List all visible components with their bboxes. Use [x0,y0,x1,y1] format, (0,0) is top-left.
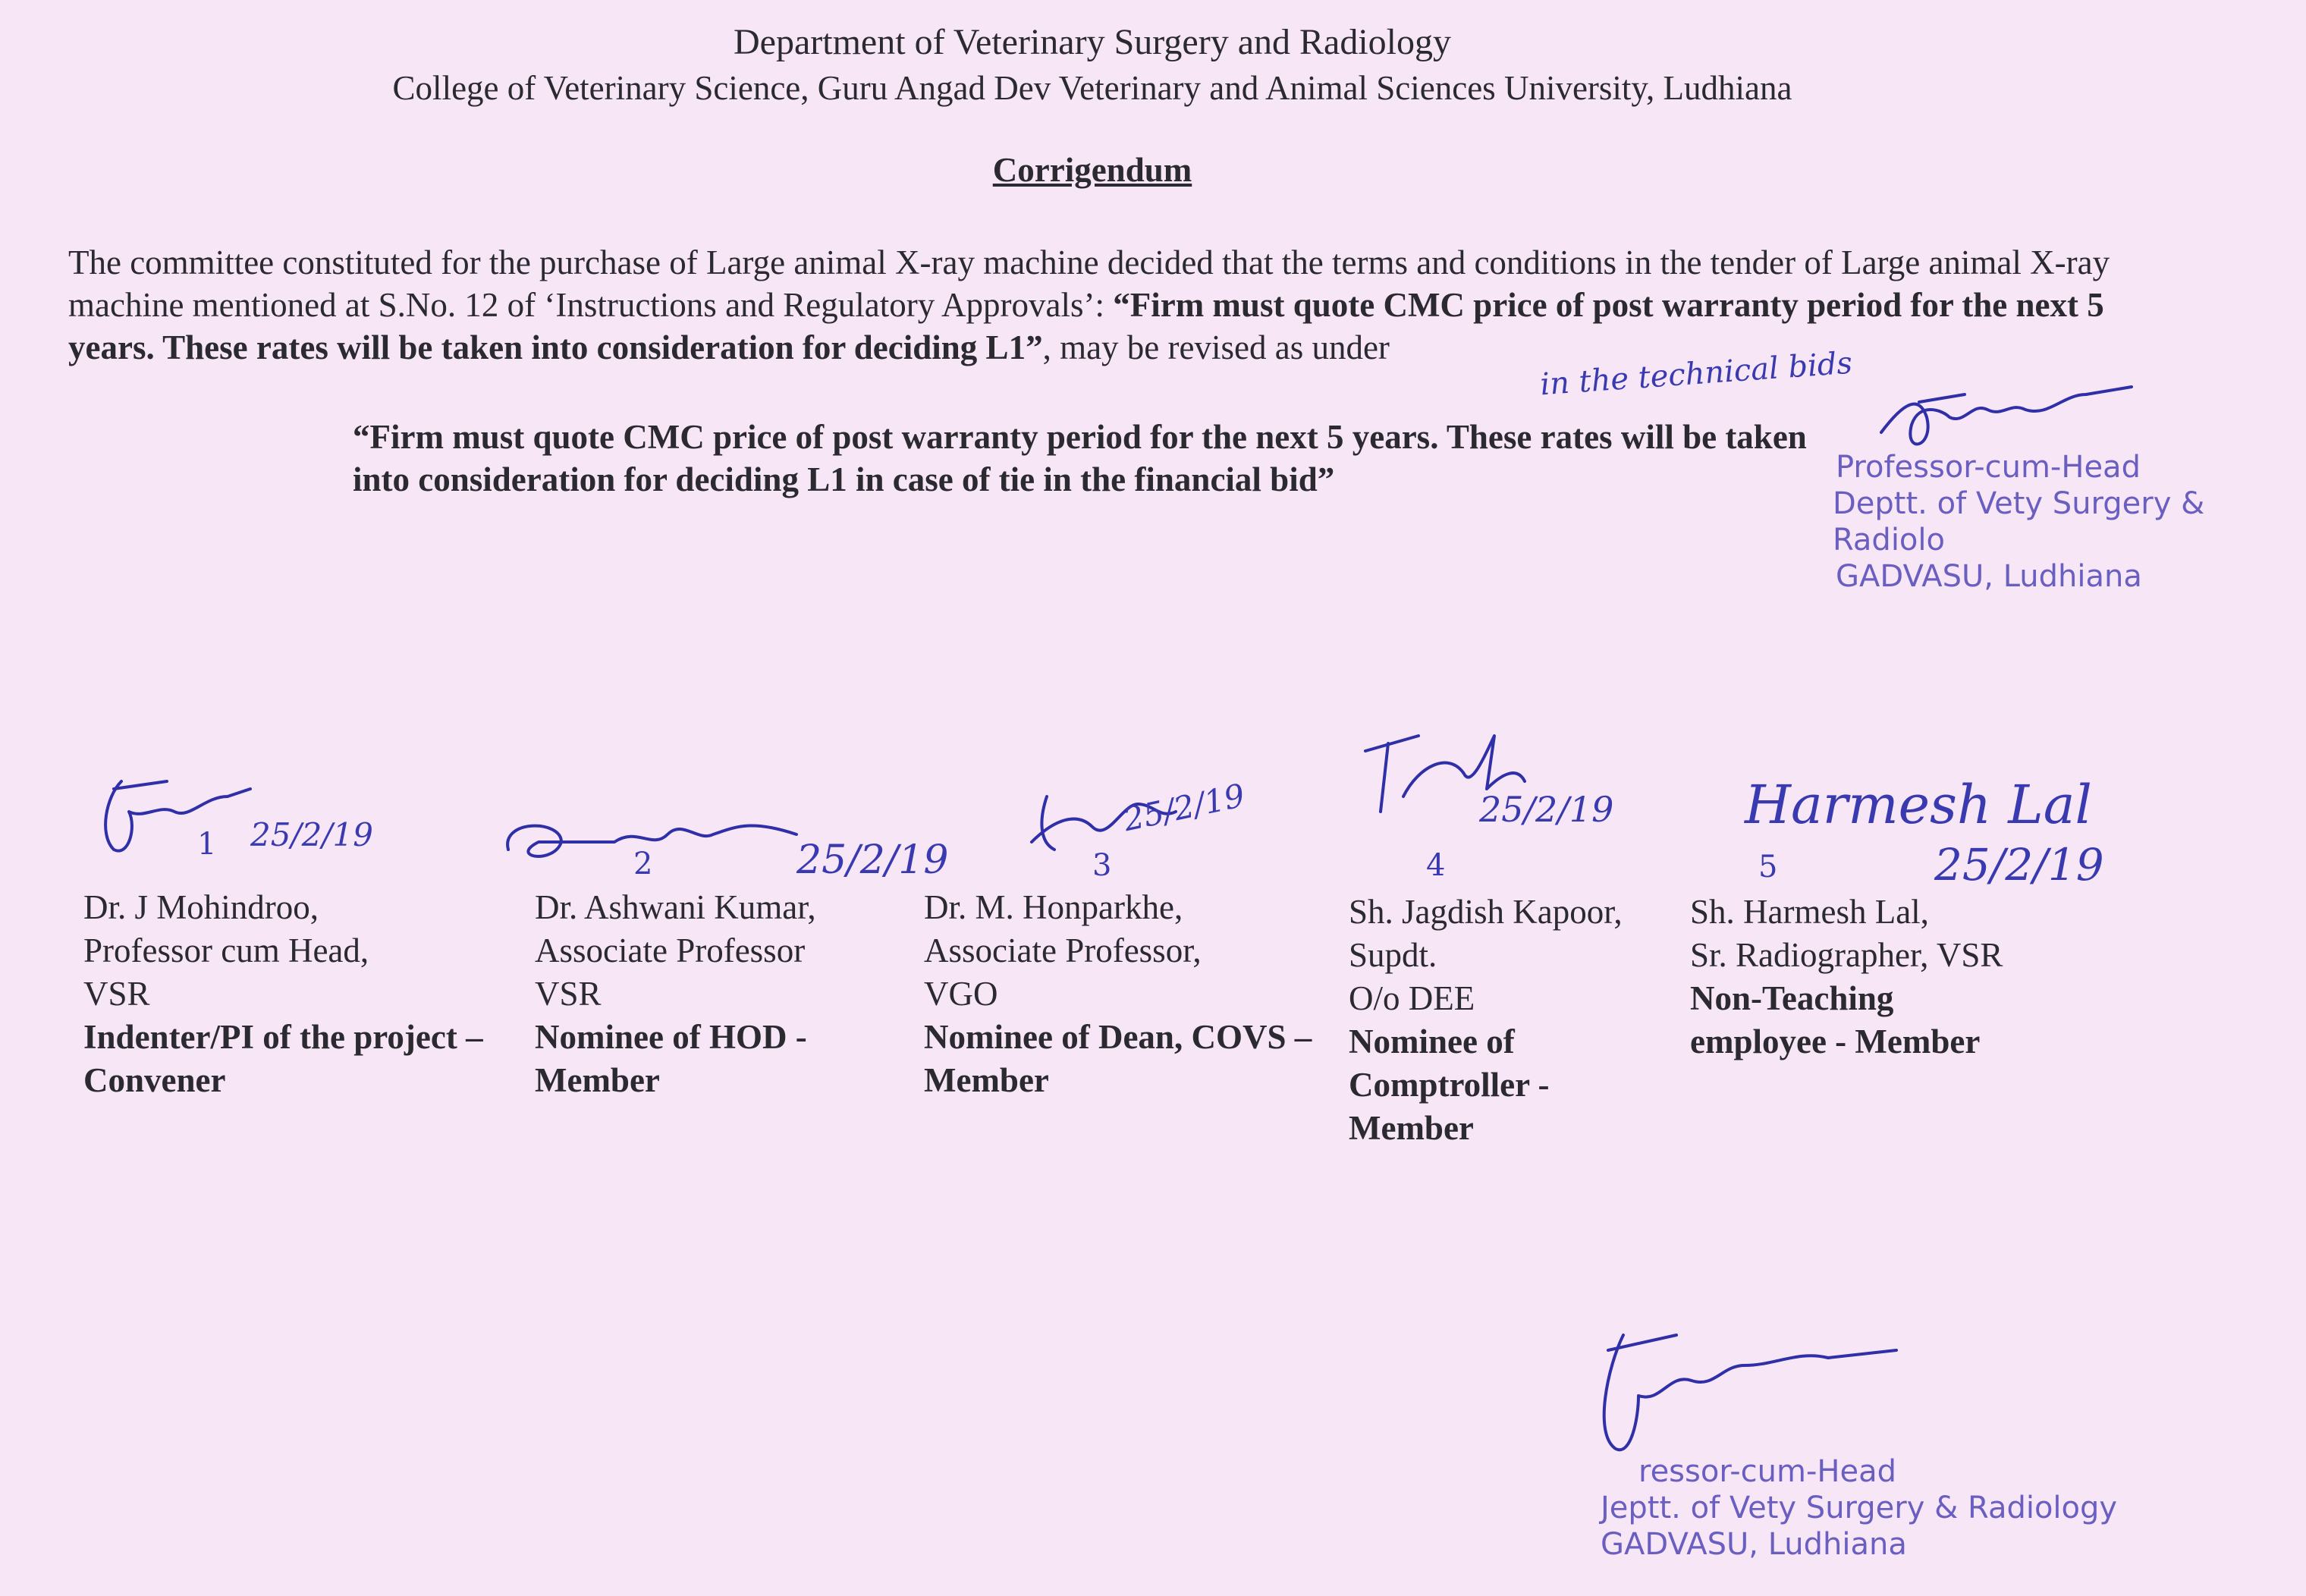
member-5-name: Sh. Harmesh Lal, [1690,893,1929,931]
member-3 [924,886,1334,1102]
stamp-bottom-line-1: ressor-cum-Head [1638,1454,1896,1489]
member-2-role: Nominee of HOD - Member [535,1018,807,1099]
revised-condition-part1: “Firm must quote CMC price of post warranty period for the next 5 years [353,418,1431,456]
member-3-designation: Associate Professor, [924,932,1202,969]
member-1-signature [91,766,265,865]
stamp-bottom-line-2: Jeptt. of Vety Surgery & Radiology [1601,1491,2118,1525]
member-2-name: Dr. Ashwani Kumar, [535,888,816,926]
stamp-bottom-line-3: GADVASU, Ludhiana [1601,1527,1907,1562]
member-4-name: Sh. Jagdish Kapoor, [1349,893,1623,931]
member-5-number: 5 [1758,850,1778,884]
member-3-date: 25/2/19 [1120,776,1249,839]
member-1-number: 1 [197,827,217,862]
member-1-role: Indenter/PI of the project – Convener [83,1018,483,1099]
head-signature-bottom [1593,1320,1919,1464]
member-2 [535,886,929,1102]
paragraph-intro: The committee constituted for the purchase of Large animal X-ray machine decided that the terms and conditions in the tender of Large animal X-ray machine mentioned at S.No. 12 of ‘Instructions and Regulatory Approvals’: [68,243,2110,324]
college-name: College of Veterinary Science, Guru Angad Dev Veterinary and Animal Sciences University, Ludhiana [392,69,1792,107]
member-3-number: 3 [1092,848,1112,883]
member-1-designation: Professor cum Head, [83,932,369,969]
stamp-line-1: Professor-cum-Head [1836,450,2141,485]
member-2-date: 25/2/19 [796,837,949,883]
document-title: Corrigendum [992,151,1192,189]
member-1-date: 25/2/19 [250,816,373,853]
member-4-designation: Supdt. [1349,936,1437,974]
member-4 [1349,891,1698,1150]
paragraph-original-condition: “Firm must quote CMC price of post warranty period for the next 5 years. These rates will be taken into consideration for deciding L1” [68,286,2104,366]
department-name: Department of Veterinary Surgery and Radiology [734,22,1451,62]
paragraph-outro: , may be revised as under [1042,328,1390,366]
member-4-date: 25/2/19 [1479,789,1614,830]
revised-condition [353,416,1855,501]
member-1-dept: VSR [83,975,150,1013]
stamp-line-2: Deptt. of Vety Surgery & Radiolo [1833,486,2205,558]
member-3-role: Nominee of Dean, COVS – Member [924,1018,1312,1099]
member-2-designation: Associate Professor [535,932,806,969]
member-4-dept: O/o DEE [1349,979,1475,1017]
member-5-date: 25/2/19 [1934,839,2104,891]
member-1-name: Dr. J Mohindroo, [83,888,319,926]
member-2-dept: VSR [535,975,602,1013]
member-1 [83,886,508,1102]
head-stamp-top [1833,449,2306,595]
member-5-role: Non-Teaching employee - Member [1690,979,1981,1060]
member-2-signature [493,804,819,880]
member-3-name: Dr. M. Honparkhe, [924,888,1183,926]
head-stamp-bottom [1601,1453,2117,1563]
member-5-designation: Sr. Radiographer, VSR [1690,936,2003,974]
member-3-dept: VGO [924,975,998,1013]
member-5-signature: Harmesh Lal [1745,774,2092,836]
member-5 [1690,891,2085,1063]
member-4-role: Nominee of Comptroller - Member [1349,1023,1550,1147]
member-2-number: 2 [633,847,653,881]
stamp-line-3: GADVASU, Ludhiana [1836,559,2142,594]
handwritten-insert: in the technical bids [1538,345,1854,403]
member-4-number: 4 [1426,848,1446,883]
revised-condition-part2: . These rates will be taken into consideration for deciding L1 in case of tie in the financial bid” [353,418,1807,498]
